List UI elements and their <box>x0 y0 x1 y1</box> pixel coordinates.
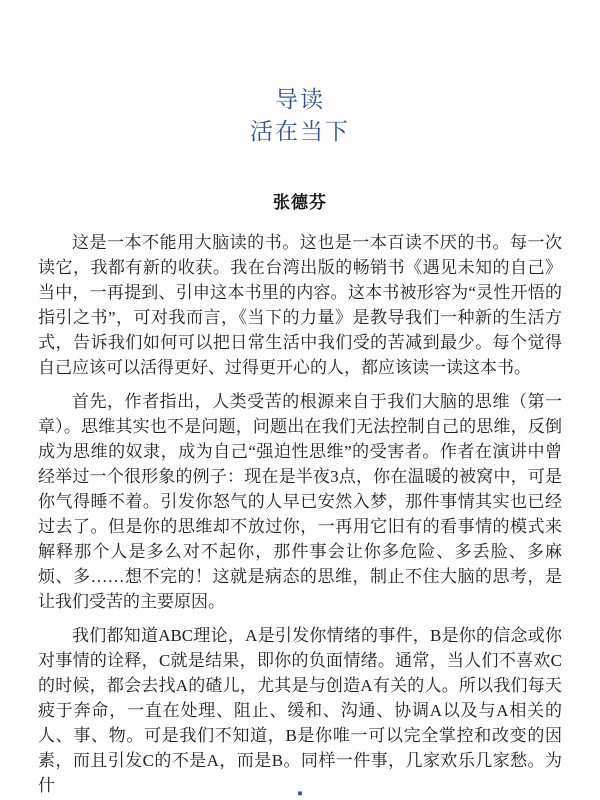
author-name: 张德芬 <box>273 193 327 212</box>
paragraph-1: 这是一本不能用大脑读的书。这也是一本百读不厌的书。每一次读它，我都有新的收获。我在台湾出版的畅销书《遇见未知的自己》当中，一再提到、引申这本书里的内容。这本书被形容为“灵性开悟的指引之书”，可对我而言，《当下的力量》是教导我们一种新的生活方式，告诉我们如何可以把日常生活中我们受的苦减到最少。每个觉得自己应该可以活得更好、过得更开心的人，都应该读一读这本书。 <box>38 233 562 377</box>
chapter-subtitle: 活在当下 <box>250 119 350 144</box>
chapter-heading <box>0 0 600 148</box>
paragraph-2: 首先，作者指出，人类受苦的根源来自于我们大脑的思维（第一章）。思维其实也不是问题，问题出在我们无法控制自己的思维，反倒成为思维的奴隶，成为自己“强迫性思维”的受害者。作者在演讲中曾经举过一个很形象的例子：现在是半夜3点，你在温暖的被窝中，可是你气得睡不着。引发你怒气的人早已安然入梦，那件事情其实也已经过去了。但是你的思维却不放过你，一再用它旧有的看事情的模式来解释那个人是多么对不起你，那件事会让你多危险、多丢脸、多麻烦、多……想不完的！这就是病态的思维，制止不住大脑的思考，是让我们受苦的主要原因。 <box>38 392 562 611</box>
chapter-title: 导读 <box>275 87 325 112</box>
body-text <box>38 230 562 798</box>
page-end-marker-icon: ▪ <box>297 786 303 800</box>
paragraph-3: 我们都知道ABC理论，A是引发你情绪的事件，B是你的信念或你对事情的诠释，C就是结果，即你的负面情绪。通常，当人们不喜欢C的时候，都会去找A的碴儿，尤其是与创造A有关的人。所以我们每天疲于奔命，一直在处理、阻止、缓和、沟通、协调A以及与A相关的人、事、物。可是我们不知道，B是你唯一可以完全掌控和改变的因素，而且引发C的不是A，而是B。同样一件事，几家欢乐几家愁。为什 <box>38 626 562 795</box>
